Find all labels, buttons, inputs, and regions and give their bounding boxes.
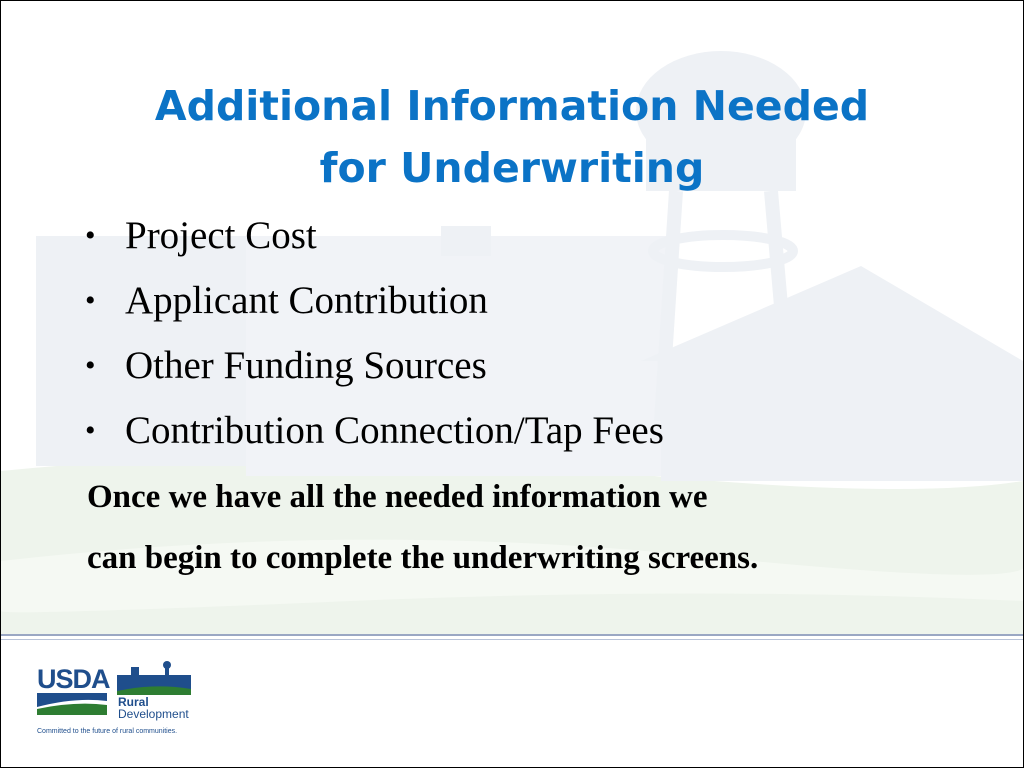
- bullet-text: Contribution Connection/Tap Fees: [125, 409, 664, 452]
- rural-development-line2: Development: [118, 707, 189, 721]
- rural-development-skyline-icon: [117, 661, 191, 695]
- bullet-item: [85, 203, 664, 268]
- bullet-item: [85, 398, 664, 463]
- bullet-text: Applicant Contribution: [125, 279, 488, 322]
- footer-tagline: Committed to the future of rural communities.: [37, 728, 178, 735]
- slide-title-line1: Additional Information Needed: [154, 82, 870, 130]
- bullet-text: Other Funding Sources: [125, 344, 487, 387]
- slide-title-line2: for Underwriting: [319, 144, 705, 192]
- closing-note-line1: Once we have all the needed information we: [87, 479, 708, 515]
- bullet-item: [85, 333, 664, 398]
- bullet-dot-icon: •: [85, 218, 96, 252]
- watermark-house-body: [661, 361, 1023, 481]
- usda-wordmark: USDA: [37, 664, 110, 694]
- bullet-item: [85, 268, 664, 333]
- footer-divider: [1, 634, 1023, 636]
- watermark-house-roof: [641, 266, 1023, 361]
- closing-note: [87, 467, 758, 589]
- footer-divider-thin: [1, 639, 1023, 640]
- rural-development-line1: Rural: [118, 695, 149, 709]
- bullet-dot-icon: •: [85, 348, 96, 382]
- slide-title: [1, 75, 1023, 199]
- bullet-list: [85, 203, 664, 463]
- bullet-dot-icon: •: [85, 413, 96, 447]
- bullet-text: Project Cost: [125, 214, 317, 257]
- closing-note-line2: can begin to complete the underwriting screens.: [87, 540, 759, 576]
- bullet-dot-icon: •: [85, 283, 96, 317]
